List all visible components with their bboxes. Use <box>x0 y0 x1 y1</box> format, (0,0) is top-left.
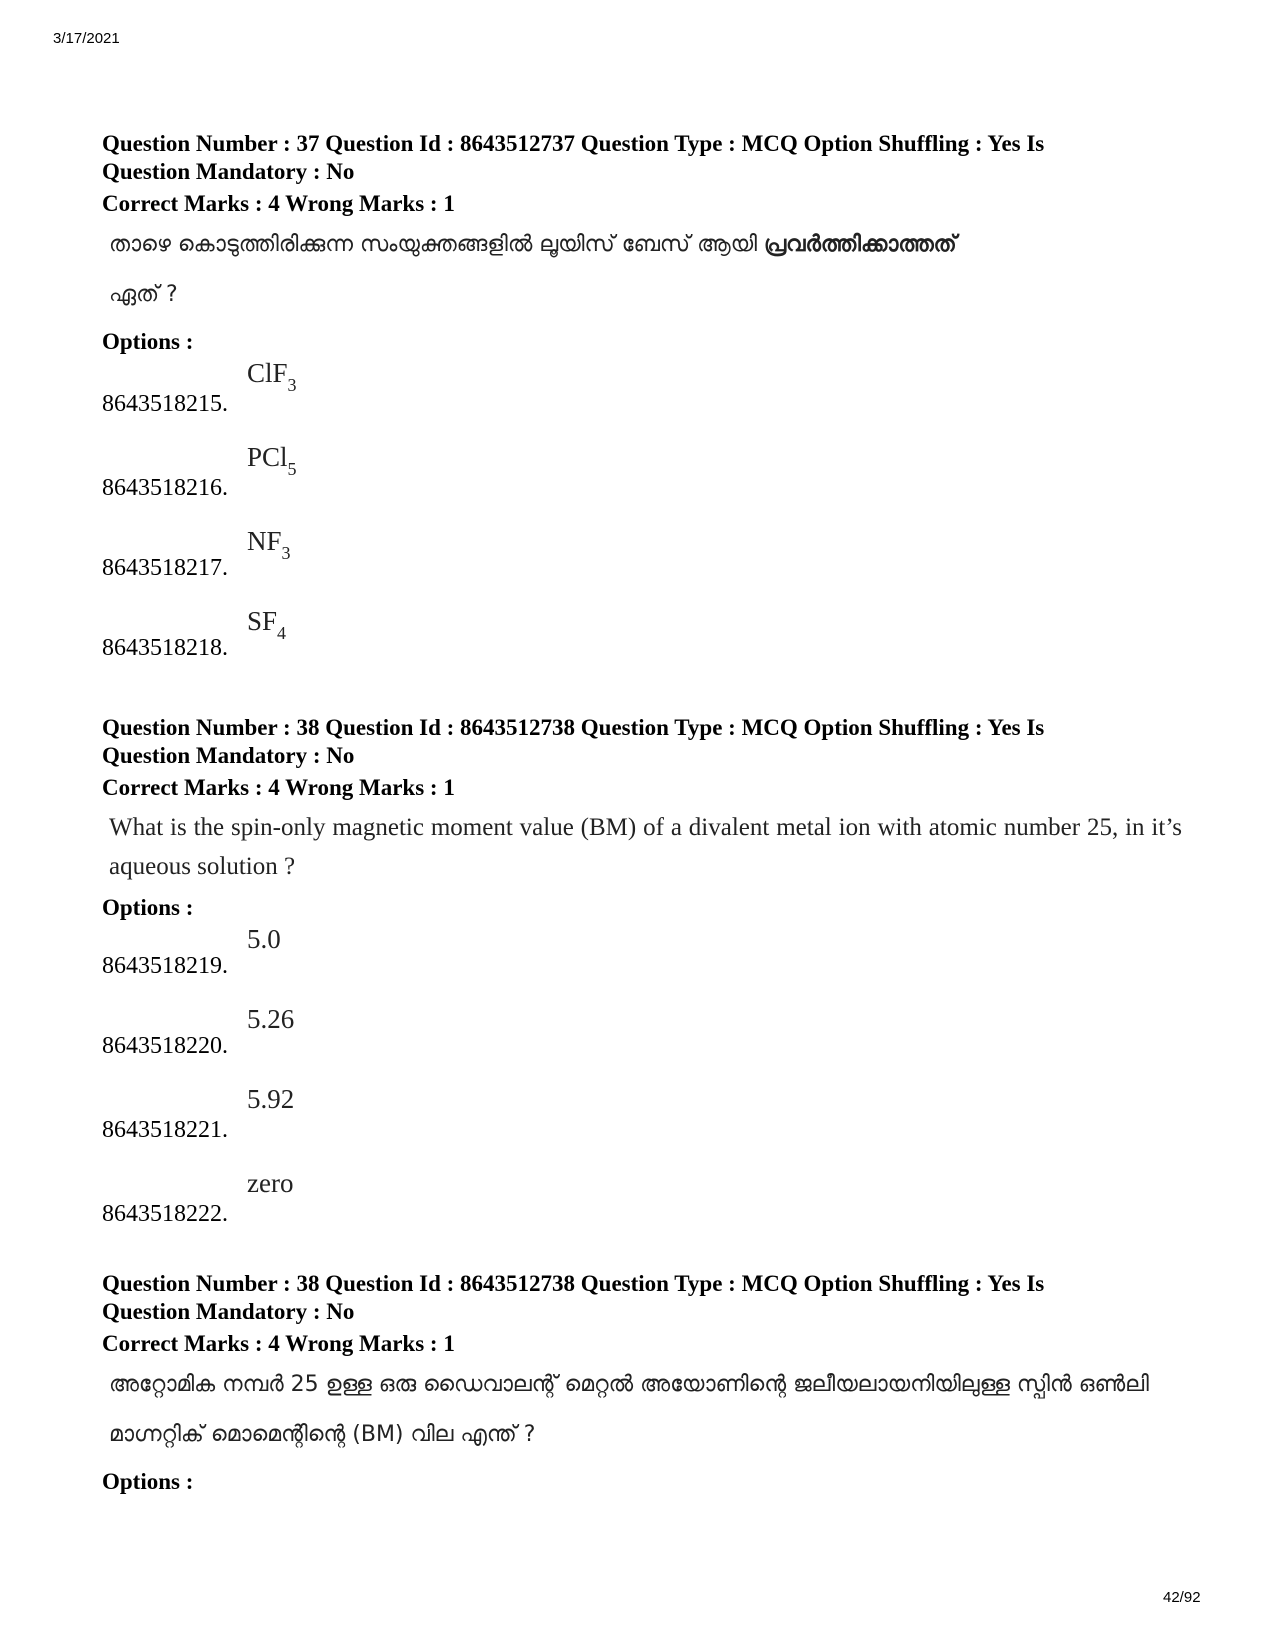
question-meta: Question Number : 38 Question Id : 8643512738 Question Type : MCQ Option Shuffling : Yes Is Question Mandatory : No <box>102 715 1045 768</box>
question-37 <box>102 130 1182 684</box>
options-label: Options : <box>102 1469 194 1494</box>
option-id: 8643518219. <box>102 953 228 979</box>
option-value: zero <box>247 1168 294 1198</box>
question-marks: Correct Marks : 4 Wrong Marks : 1 <box>102 191 455 216</box>
option-row <box>102 604 1182 684</box>
option-id: 8643518218. <box>102 635 228 661</box>
option-row <box>102 1082 1182 1166</box>
question-marks: Correct Marks : 4 Wrong Marks : 1 <box>102 1331 455 1356</box>
option-row <box>102 1166 1182 1250</box>
options-label: Options : <box>102 895 194 920</box>
option-id: 8643518220. <box>102 1033 228 1059</box>
question-text: അറ്റോമിക നമ്പർ 25 ഉള്ള ഒരു ഡൈവാലന്റ് മെറ്റൽ അയോണിന്റെ ജലീയലായനിയിലുള്ള സ്പിൻ ഒൺലി മാഗ്നറ്റിക് മൊമെന്റിന്റെ (BM) വില എന്ത് ? <box>109 1372 1149 1447</box>
question-text: താഴെ കൊടുത്തിരിക്കുന്ന സംയുക്തങ്ങളിൽ ലൂയിസ് ബേസ് ആയി പ്രവർത്തിക്കാത്തത് ഏത് ? <box>109 232 957 307</box>
option-id: 8643518215. <box>102 391 228 417</box>
option-row <box>102 524 1182 604</box>
option-value: 5.26 <box>247 1004 295 1034</box>
option-id: 8643518216. <box>102 475 228 501</box>
options-label: Options : <box>102 329 194 354</box>
option-row <box>102 922 1182 1002</box>
question-text: What is the spin-only magnetic moment value (BM) of a divalent metal ion with atomic number 25, in it’s aqueous solution ? <box>109 814 1182 880</box>
question-38-en <box>102 714 1182 1250</box>
question-marks: Correct Marks : 4 Wrong Marks : 1 <box>102 775 455 800</box>
option-row <box>102 1002 1182 1082</box>
option-value: PCl$_5$ <box>247 442 297 480</box>
option-value: $NF_3$ <box>247 526 291 564</box>
option-id: 8643518222. <box>102 1201 228 1227</box>
option-value: 5.0 <box>247 924 281 954</box>
question-meta: Question Number : 37 Question Id : 8643512737 Question Type : MCQ Option Shuffling : Yes Is Question Mandatory : No <box>102 131 1045 184</box>
option-value: 5.92 <box>247 1084 295 1114</box>
option-id: 8643518221. <box>102 1117 228 1143</box>
option-id: 8643518217. <box>102 555 228 581</box>
page-number: 42/92 <box>1163 1589 1201 1606</box>
question-meta: Question Number : 38 Question Id : 8643512738 Question Type : MCQ Option Shuffling : Yes Is Question Mandatory : No <box>102 1271 1045 1324</box>
option-row <box>102 440 1182 524</box>
print-date: 3/17/2021 <box>53 30 120 47</box>
option-value: ClF$_3$ <box>247 358 297 396</box>
option-row <box>102 356 1182 440</box>
option-value: $SF_4$ <box>247 606 287 644</box>
question-38-ml <box>102 1270 1182 1496</box>
